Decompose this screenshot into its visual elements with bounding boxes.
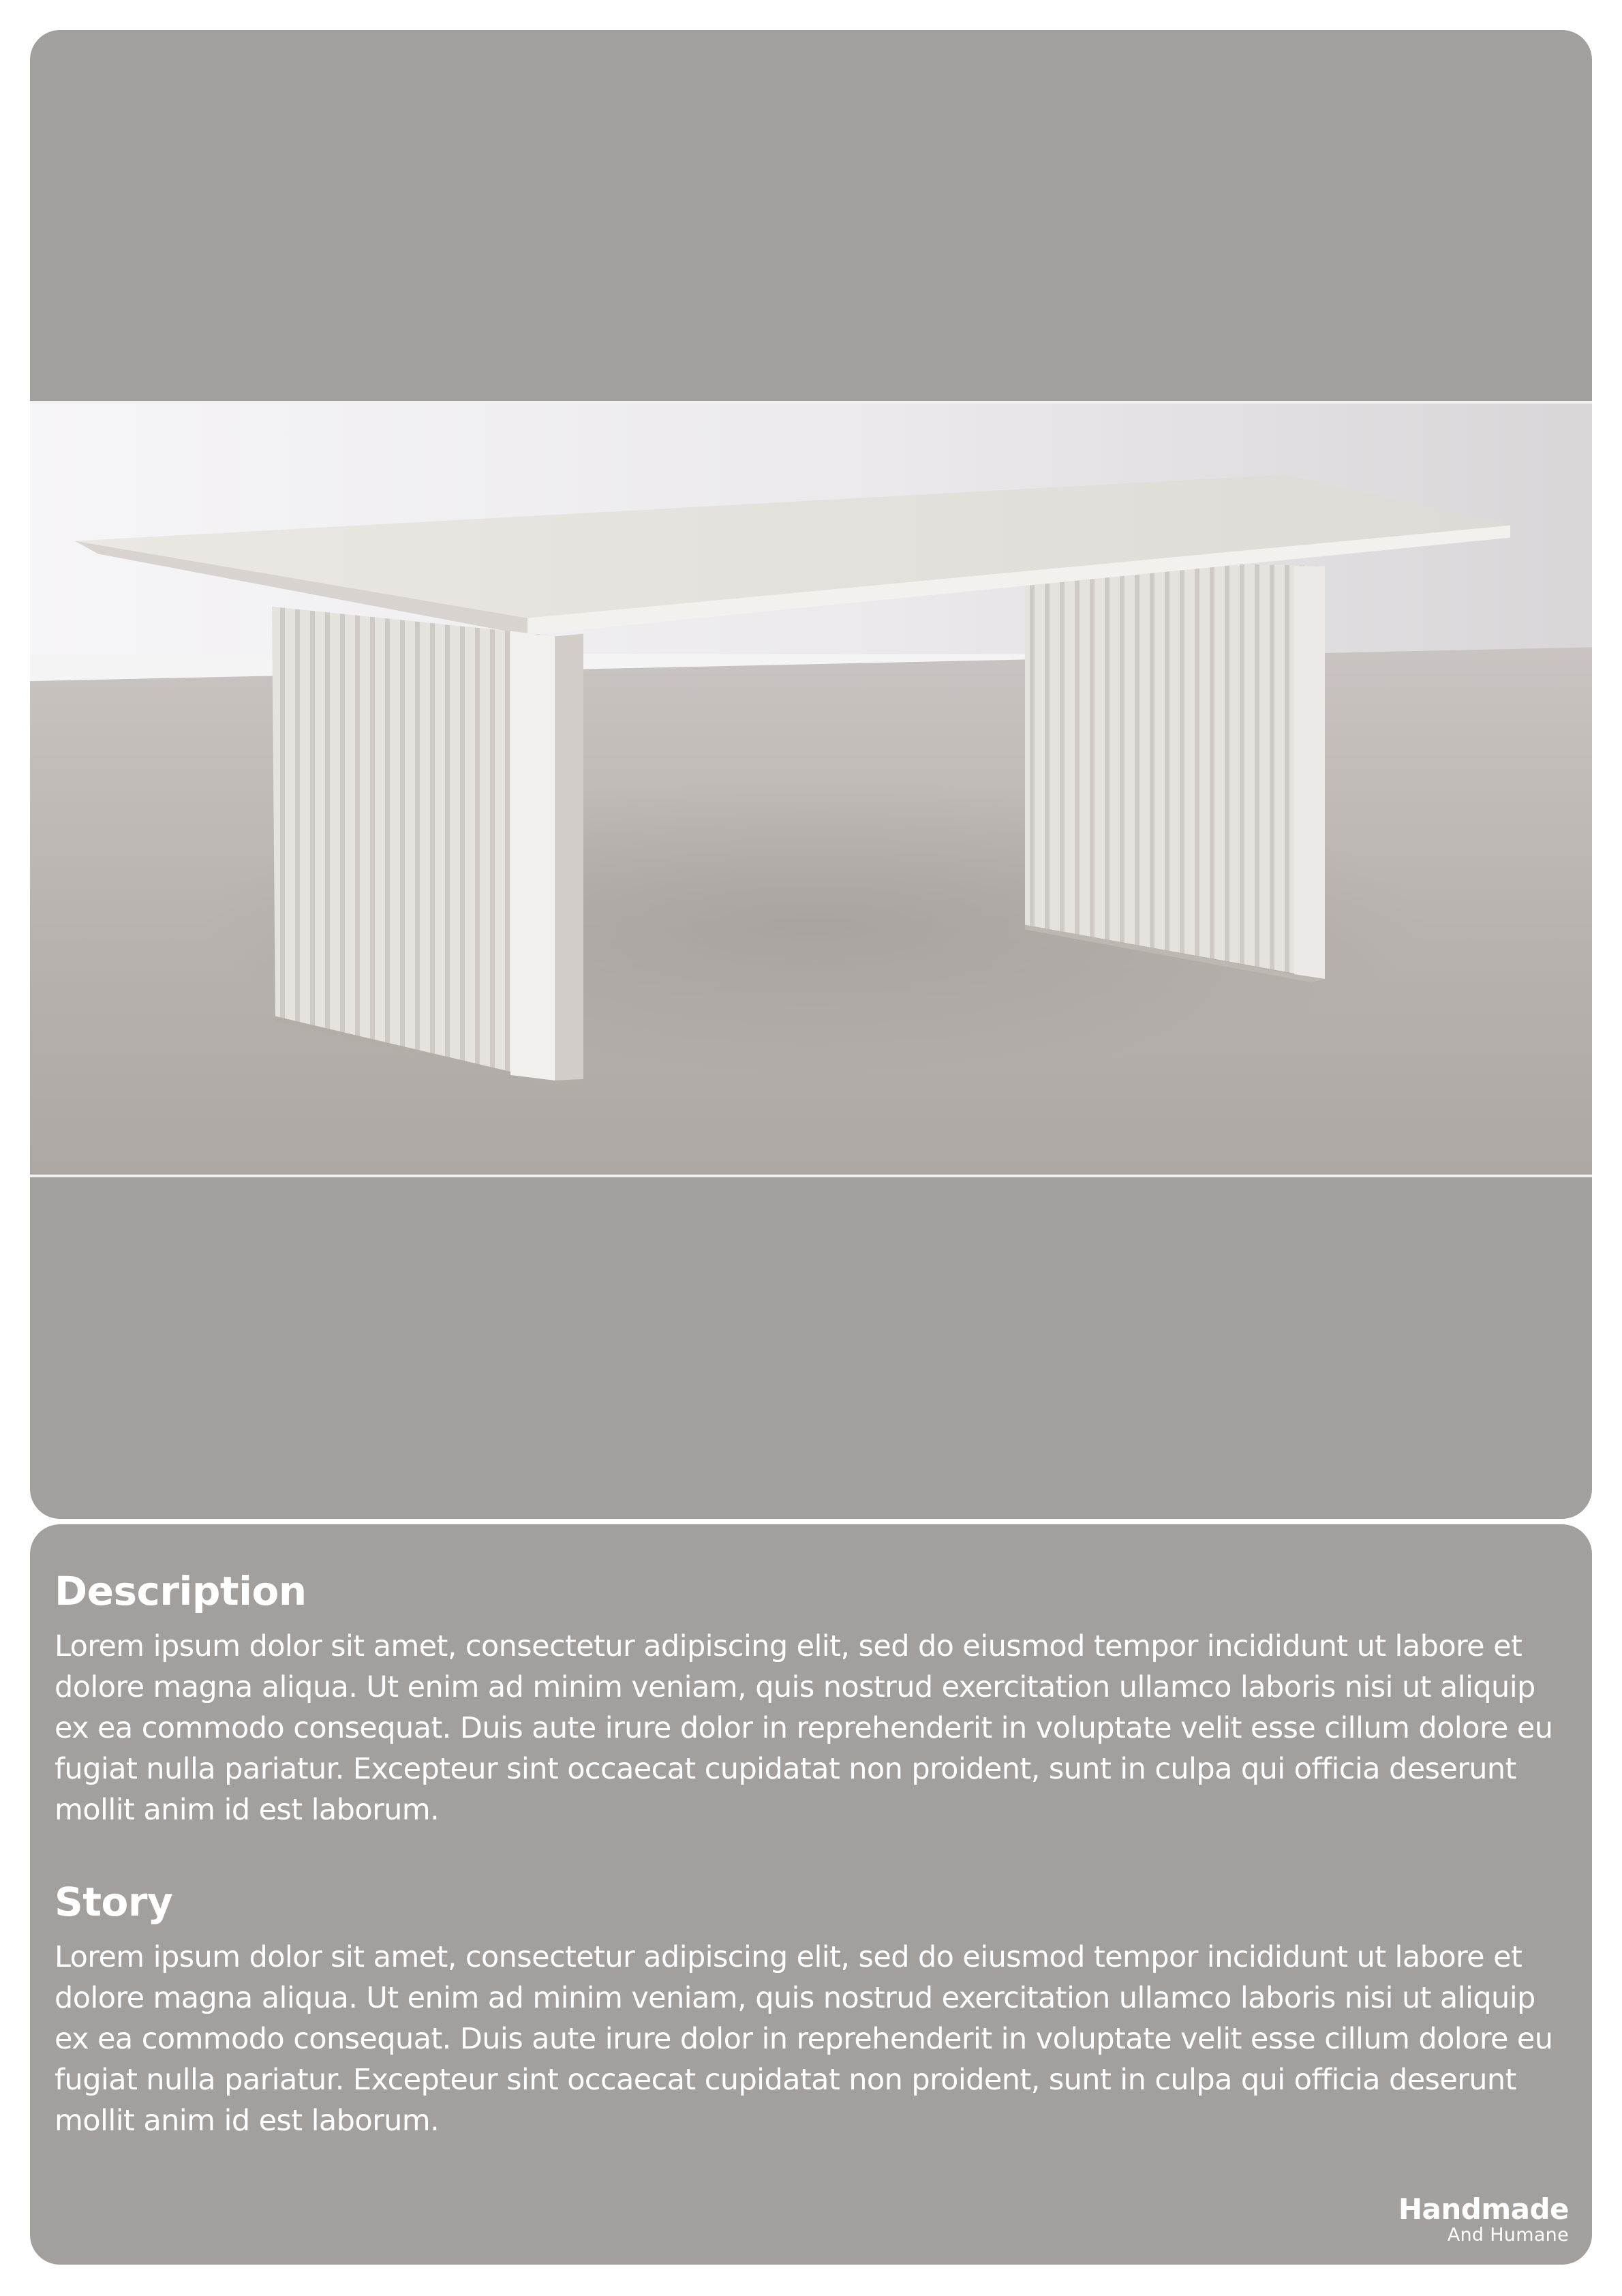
details-card bbox=[30, 1524, 1592, 2265]
story-body: Lorem ipsum dolor sit amet, consectetur adipiscing elit, sed do eiusmod tempor incididunt ut labore et dolore magna aliqua. Ut enim ad minim veniam, quis nostrud exercitation ullamco laboris nisi ut aliquip ex ea commodo consequat. Duis aute irure dolor in reprehenderit in voluptate velit esse cillum dolore eu fugiat nulla pariatur. Excepteur sint occaecat cupidatat non proident, sunt in culpa qui officia deserunt mollit anim id est laborum. bbox=[55, 1940, 1553, 2138]
brand-logo bbox=[1398, 2194, 1569, 2246]
table-illustration bbox=[30, 404, 1592, 1175]
story-heading: Story bbox=[55, 1879, 173, 1925]
table-leg-left bbox=[272, 607, 583, 1086]
brand-name: Handmade bbox=[1398, 2192, 1569, 2226]
table-leg-right bbox=[1025, 559, 1325, 982]
description-heading: Description bbox=[55, 1568, 307, 1614]
brand-tagline: And Humane bbox=[1447, 2224, 1569, 2246]
description-body: Lorem ipsum dolor sit amet, consectetur adipiscing elit, sed do eiusmod tempor incididunt ut labore et dolore magna aliqua. Ut enim ad minim veniam, quis nostrud exercitation ullamco laboris nisi ut aliquip ex ea commodo consequat. Duis aute irure dolor in reprehenderit in voluptate velit esse cillum dolore eu fugiat nulla pariatur. Excepteur sint occaecat cupidatat non proident, sunt in culpa qui officia deserunt mollit anim id est laborum. bbox=[55, 1629, 1553, 1827]
product-photo bbox=[30, 401, 1592, 1177]
product-image-card bbox=[30, 30, 1592, 1519]
